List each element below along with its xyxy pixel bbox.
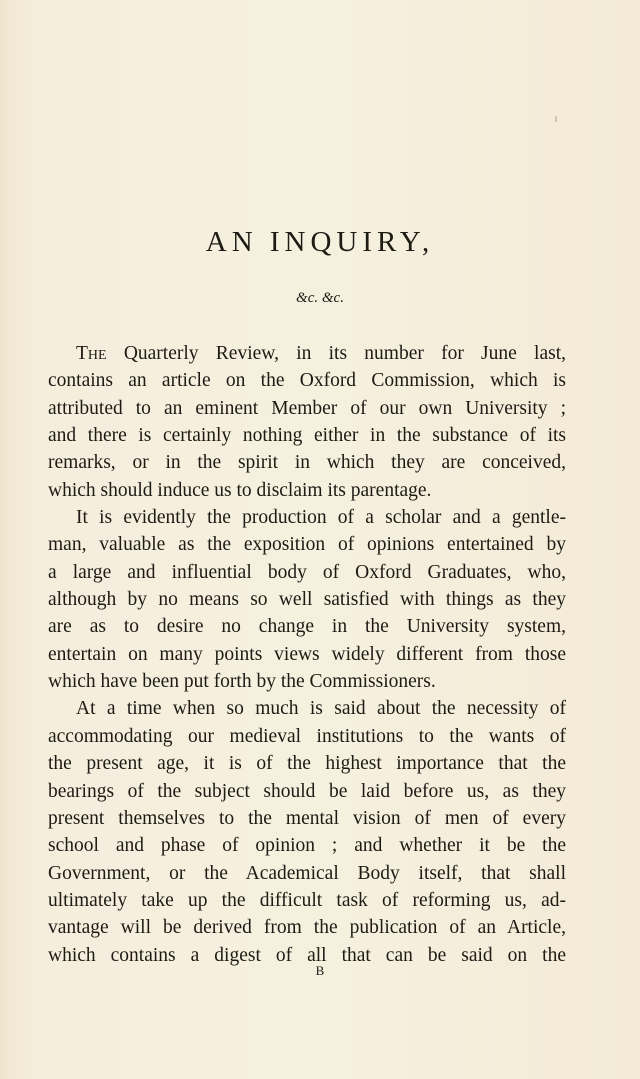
text-line: which contains a digest of all that can be said on the: [48, 944, 566, 966]
text-line: present themselves to the mental vision of men of every: [48, 807, 566, 829]
text-line: remarks, or in the spirit in which they are conceived,: [48, 452, 566, 474]
text-line: bearings of the subject should be laid before us, as they: [48, 780, 566, 802]
text-line: ultimately take up the difficult task of reforming us, ad-: [48, 889, 566, 911]
text-line: are as to desire no change in the University system,: [48, 616, 566, 638]
text-line: [48, 340, 566, 367]
opening-word: The: [76, 343, 107, 364]
text-line: attributed to an eminent Member of our own University ;: [48, 397, 566, 419]
text-line: entertain on many points views widely different from those: [48, 643, 566, 665]
text-line: contains an article on the Oxford Commission, which is: [48, 370, 566, 392]
text-line: and there is certainly nothing either in the substance of its: [48, 425, 566, 447]
paper-speck: [555, 116, 557, 122]
text-line: although by no means so well satisfied with things as they: [48, 589, 566, 611]
text-line: which should induce us to disclaim its parentage.: [48, 479, 432, 501]
text-line: vantage will be derived from the publication of an Article,: [48, 917, 566, 939]
page-subtitle: &c. &c.: [296, 290, 344, 306]
line-rest: Quarterly Review, in its number for June last,: [106, 343, 566, 364]
signature-mark: B: [315, 963, 325, 978]
text-line: school and phase of opinion ; and whether it be the: [48, 835, 566, 857]
text-line: a large and influential body of Oxford Graduates, who,: [48, 561, 566, 583]
page-title: AN INQUIRY,: [205, 226, 435, 258]
text-line: Government, or the Academical Body itself, that shall: [48, 862, 566, 884]
text-line: the present age, it is of the highest importance that the: [48, 753, 566, 775]
text-line: At a time when so much is said about the necessity of: [76, 698, 566, 720]
body-text: [48, 340, 566, 969]
text-line: which have been put forth by the Commissioners.: [48, 671, 436, 693]
text-line: It is evidently the production of a scholar and a gentle-: [76, 507, 566, 529]
text-line: accommodating our medieval institutions to the wants of: [48, 725, 566, 747]
text-line: man, valuable as the exposition of opinions entertained by: [48, 534, 566, 556]
